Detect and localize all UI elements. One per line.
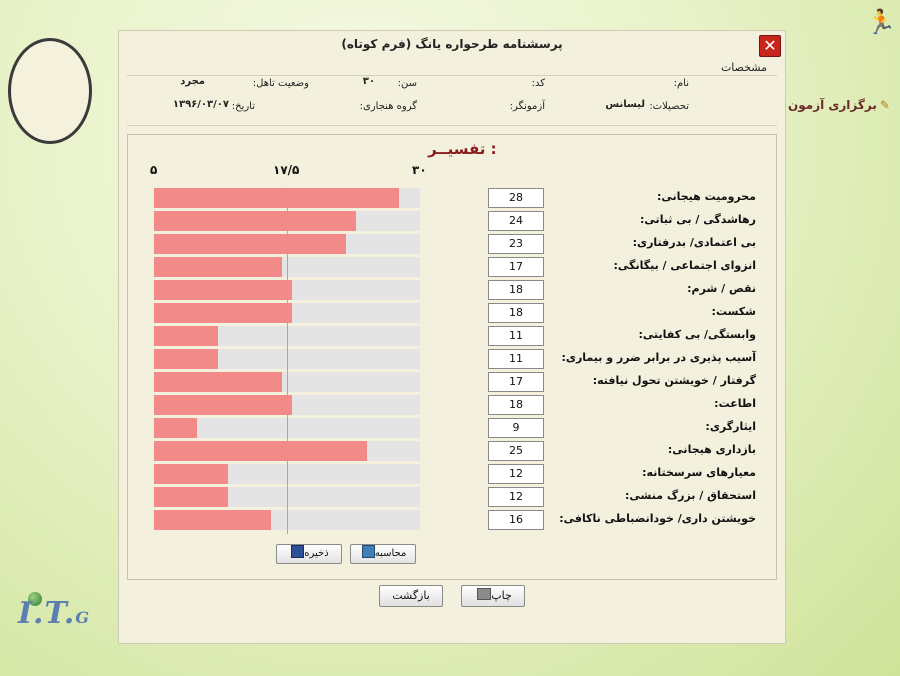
chart-title: تفسیــر :	[428, 140, 497, 158]
itg-logo: I.T.G	[18, 596, 91, 631]
scale-label: خویشتن داری/ خودانضباطی ناکافی:	[559, 512, 756, 525]
close-button[interactable]: ✕	[759, 35, 781, 57]
bar-fill	[154, 510, 271, 530]
tick-label: ۳۰	[412, 163, 427, 177]
score-box: 24	[488, 211, 544, 231]
side-link-take-test[interactable]	[788, 98, 890, 112]
score-box: 16	[488, 510, 544, 530]
results-dialog	[118, 30, 786, 644]
bar-fill	[154, 280, 292, 300]
calculator-icon	[362, 545, 375, 558]
scale-label: نقص / شرم:	[687, 282, 756, 295]
bar-fill	[154, 441, 367, 461]
scale-label: محرومیت هیجانی:	[656, 190, 756, 203]
reference-gridline	[287, 188, 288, 534]
scale-label: ایثارگری:	[705, 420, 756, 433]
scale-label: وابستگی/ بی کفایتی:	[638, 328, 756, 341]
scale-label: آسیب پذیری در برابر ضرر و بیماری:	[561, 351, 756, 364]
code-label: کد:	[531, 78, 545, 89]
score-box: 11	[488, 326, 544, 346]
marital-value: مجرد	[180, 76, 205, 87]
bar-fill	[154, 257, 282, 277]
norm-label: گروه هنجاری:	[359, 101, 417, 112]
bar-fill	[154, 349, 218, 369]
name-label: نام:	[673, 78, 689, 89]
score-box: 18	[488, 303, 544, 323]
score-box: 17	[488, 372, 544, 392]
date-label: تاریخ:	[231, 101, 255, 112]
floppy-icon	[291, 545, 304, 558]
scale-label: بی اعتمادی/ بدرفتاری:	[632, 236, 756, 249]
info-divider-bottom	[127, 125, 777, 126]
bar-fill	[154, 234, 346, 254]
bar-fill	[154, 188, 399, 208]
bar-fill	[154, 326, 218, 346]
score-box: 23	[488, 234, 544, 254]
score-box: 18	[488, 280, 544, 300]
marital-label: وضعیت تاهل:	[252, 78, 309, 89]
score-box: 25	[488, 441, 544, 461]
bar-fill	[154, 372, 282, 392]
scale-label: معیارهای سرسختانه:	[642, 466, 756, 479]
scale-label: بازداری هیجانی:	[667, 443, 756, 456]
save-button[interactable]	[276, 544, 342, 564]
chart-panel	[127, 134, 777, 580]
tester-label: آزمونگر:	[509, 101, 545, 112]
education-label: تحصیلات:	[649, 101, 689, 112]
score-box: 12	[488, 487, 544, 507]
bar-fill	[154, 303, 292, 323]
scale-label: استحقاق / بزرگ منشی:	[625, 489, 756, 502]
bar-fill	[154, 487, 228, 507]
age-label: سن:	[397, 78, 417, 89]
bar-fill	[154, 211, 356, 231]
score-box: 11	[488, 349, 544, 369]
section-caption: مشخصات	[720, 61, 767, 74]
score-box: 28	[488, 188, 544, 208]
exit-runner-icon[interactable]: 🏃	[866, 8, 896, 36]
pencil-icon: ✎	[879, 98, 890, 112]
score-box: 18	[488, 395, 544, 415]
scale-label: گرفتار / خویشتن تحول نیافته:	[592, 374, 756, 387]
age-value: ۳۰	[362, 76, 375, 87]
back-button-label: بازگشت	[392, 589, 430, 602]
scale-label: شکست:	[711, 305, 756, 318]
print-button-label: چاپ	[491, 589, 512, 602]
app-logo	[8, 38, 92, 144]
scale-label: انزوای اجتماعی / بیگانگی:	[613, 259, 756, 272]
score-box: 12	[488, 464, 544, 484]
score-box: 17	[488, 257, 544, 277]
info-divider-top	[127, 75, 777, 76]
education-value: لیسانس	[605, 99, 645, 110]
back-button[interactable]	[379, 585, 443, 607]
print-button[interactable]	[461, 585, 525, 607]
scale-label: رهاشدگی / بی ثباتی:	[640, 213, 756, 226]
date-value: ۱۳۹۶/۰۳/۰۷	[172, 99, 229, 110]
save-button-label: ذخیره	[304, 548, 329, 559]
calculate-button-label: محاسبه	[374, 548, 407, 559]
side-link-label: برگزاری آزمون	[788, 98, 877, 112]
bar-fill	[154, 395, 292, 415]
printer-icon	[477, 588, 491, 600]
calculate-button[interactable]	[350, 544, 416, 564]
tick-label: ۱۷/۵	[273, 163, 300, 177]
tick-label: ۵	[150, 163, 158, 177]
bar-fill	[154, 464, 228, 484]
bar-fill	[154, 418, 197, 438]
score-box: 9	[488, 418, 544, 438]
dialog-title: پرسشنامه طرحواره یانگ (فرم کوتاه)	[341, 37, 563, 51]
scale-label: اطاعت:	[714, 397, 756, 410]
